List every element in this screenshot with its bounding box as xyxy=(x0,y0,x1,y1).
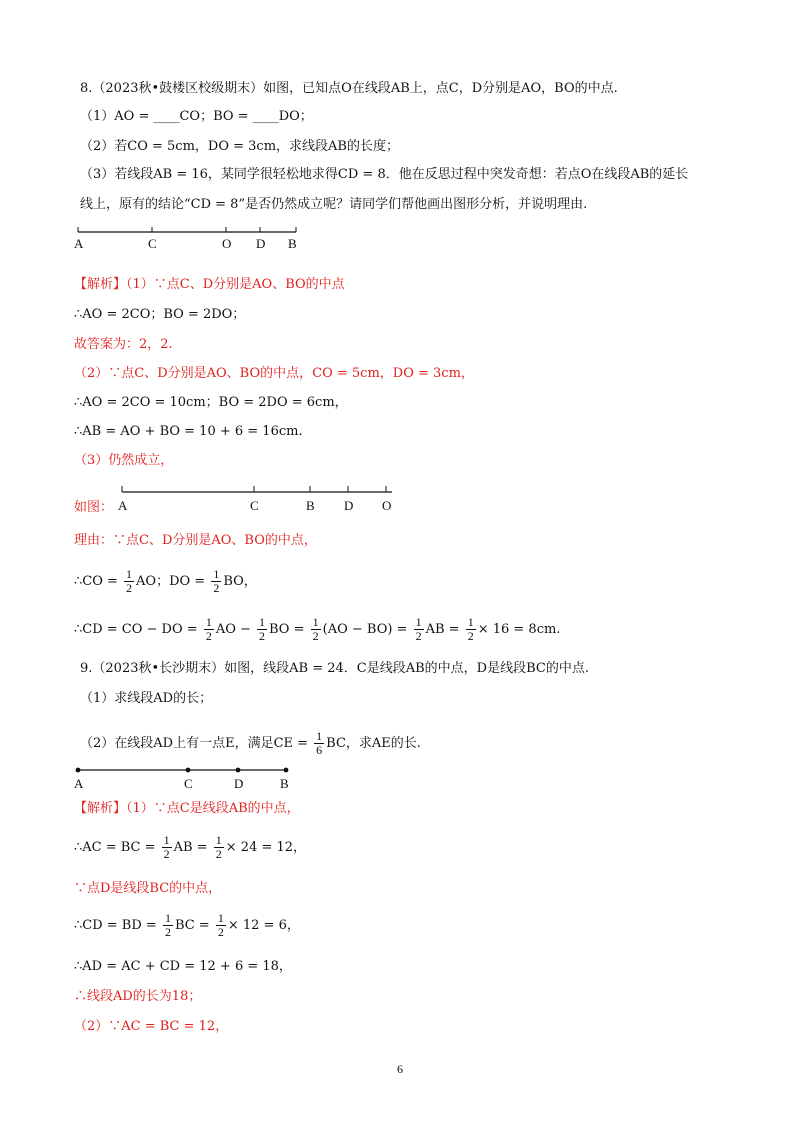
q9-solution-line7: （2）∵AC = BC = 12， xyxy=(74,1019,229,1034)
expr-text: BO = xyxy=(269,622,309,637)
q8-part3-line2: 线上，原有的结论“CD = 8”是否仍然成立呢？请同学们帮他画出图形分析，并说明理由. xyxy=(80,197,588,212)
point-label: D xyxy=(256,236,266,251)
fraction-half: $\frac{1}{2}$ xyxy=(467,615,474,643)
point-label: O xyxy=(382,498,392,513)
fraction-half: $\frac{1}{2}$ xyxy=(215,833,222,861)
solution-text: （1）∵点C、D分别是AO、BO的中点 xyxy=(126,277,345,292)
q9-solution-line5: ∴AD = AC + CD = 12 + 6 = 18， xyxy=(74,959,292,974)
expr-text: × 24 = 12， xyxy=(225,840,307,855)
fraction-half: $\frac{1}{2}$ xyxy=(312,615,319,643)
q8-solution-line7: （3）仍然成立， xyxy=(74,453,174,468)
fraction-half: $\frac{1}{2}$ xyxy=(164,911,171,939)
fraction-half: $\frac{1}{2}$ xyxy=(217,911,224,939)
fraction-one-sixth: $\frac{1}{6}$ xyxy=(316,729,323,757)
point-label: C xyxy=(148,236,157,251)
q9-solution-line6: ∴线段AD的长为18； xyxy=(74,989,202,1004)
expr-text: ∴AC = BC = xyxy=(74,840,160,855)
q8-stem: 8.（2023秋•鼓楼区校级期末）如图，已知点O在线段AB上，点C，D分别是AO，BO的中点. xyxy=(80,81,618,96)
expr-text: （2）在线段AD上有一点E，满足CE = xyxy=(80,736,313,751)
expr-text: × 12 = 6， xyxy=(227,918,300,933)
expr-text: AO − xyxy=(215,622,256,637)
q8-solution-line4: （2）∵点C、D分别是AO、BO的中点，CO = 5cm，DO = 3cm， xyxy=(74,366,474,381)
expr-text: ∴CD = BD = xyxy=(74,918,161,933)
fraction-half: $\frac{1}{2}$ xyxy=(213,567,220,595)
q9-stem: 9.（2023秋•长沙期末）如图，线段AB = 24．C是线段AB的中点，D是线段BC的中点. xyxy=(80,661,589,676)
q8-part3-line1: （3）若线段AB = 16，某同学很轻松地求得CD = 8．他在反思过程中突发奇想：若点O在线段AB的延长 xyxy=(80,167,689,182)
q8-solution-line9 xyxy=(74,566,257,598)
q8-figure-2 xyxy=(112,484,402,518)
q9-part2 xyxy=(80,726,421,762)
q8-figure2-caption: 如图： xyxy=(74,500,114,515)
point-label: O xyxy=(222,236,232,251)
point-label: B xyxy=(288,236,297,251)
expr-text: BO， xyxy=(223,574,257,589)
point-label: C xyxy=(250,498,259,513)
q8-solution-line10 xyxy=(74,614,560,646)
expr-text: AO；DO = xyxy=(136,574,210,589)
point-label: A xyxy=(74,236,84,251)
q8-figure-1 xyxy=(70,222,310,252)
q8-part2: （2）若CO = 5cm，DO = 3cm，求线段AB的长度； xyxy=(80,139,399,154)
jiexi-label: 【解析】 xyxy=(74,277,127,292)
point-label: B xyxy=(306,498,315,513)
point-label: C xyxy=(184,776,193,791)
q8-solution-line6: ∴AB = AO + BO = 10 + 6 = 16cm. xyxy=(74,424,303,439)
q9-part1: （1）求线段AD的长； xyxy=(80,691,213,706)
q8-reason: 理由：∵点C、D分别是AO、BO的中点， xyxy=(74,533,317,548)
fraction-half: $\frac{1}{2}$ xyxy=(205,615,212,643)
expr-text: ∴CD = CO − DO = xyxy=(74,622,202,637)
solution-text: （1）∵点C是线段AB的中点， xyxy=(126,801,300,816)
expr-text: ∴CO = xyxy=(74,574,123,589)
fraction-half: $\frac{1}{2}$ xyxy=(163,833,170,861)
jiexi-label: 【解析】 xyxy=(74,801,127,816)
q8-part1: （1）AO = ____CO；BO = ____DO； xyxy=(80,109,313,124)
expr-text: BC，求AE的长. xyxy=(326,736,421,751)
expr-text: (AO − BO) = xyxy=(322,622,412,637)
point-label: B xyxy=(280,776,289,791)
point-label: A xyxy=(118,498,128,513)
q9-solution-line4 xyxy=(74,910,300,942)
q9-solution-line2 xyxy=(74,832,306,864)
q8-solution-line2: ∴AO = 2CO；BO = 2DO； xyxy=(74,307,246,322)
page-number: 6 xyxy=(397,1062,403,1076)
q8-solution-line1 xyxy=(74,276,345,294)
expr-text: BC = xyxy=(174,918,214,933)
q9-solution-line3: ∵点D是线段BC的中点， xyxy=(74,881,222,896)
q9-solution-line1 xyxy=(74,800,300,818)
fraction-half: $\frac{1}{2}$ xyxy=(415,615,422,643)
fraction-half: $\frac{1}{2}$ xyxy=(259,615,266,643)
expr-text: × 16 = 8cm. xyxy=(477,622,561,637)
fraction-half: $\frac{1}{2}$ xyxy=(126,567,133,595)
q8-solution-line5: ∴AO = 2CO = 10cm；BO = 2DO = 6cm， xyxy=(74,395,348,410)
expr-text: AB = xyxy=(425,622,464,637)
q8-answer: 故答案为：2，2. xyxy=(74,337,173,352)
expr-text: AB = xyxy=(173,840,212,855)
point-label: D xyxy=(234,776,244,791)
point-label: A xyxy=(74,776,84,791)
q9-figure xyxy=(70,762,300,792)
point-label: D xyxy=(344,498,354,513)
